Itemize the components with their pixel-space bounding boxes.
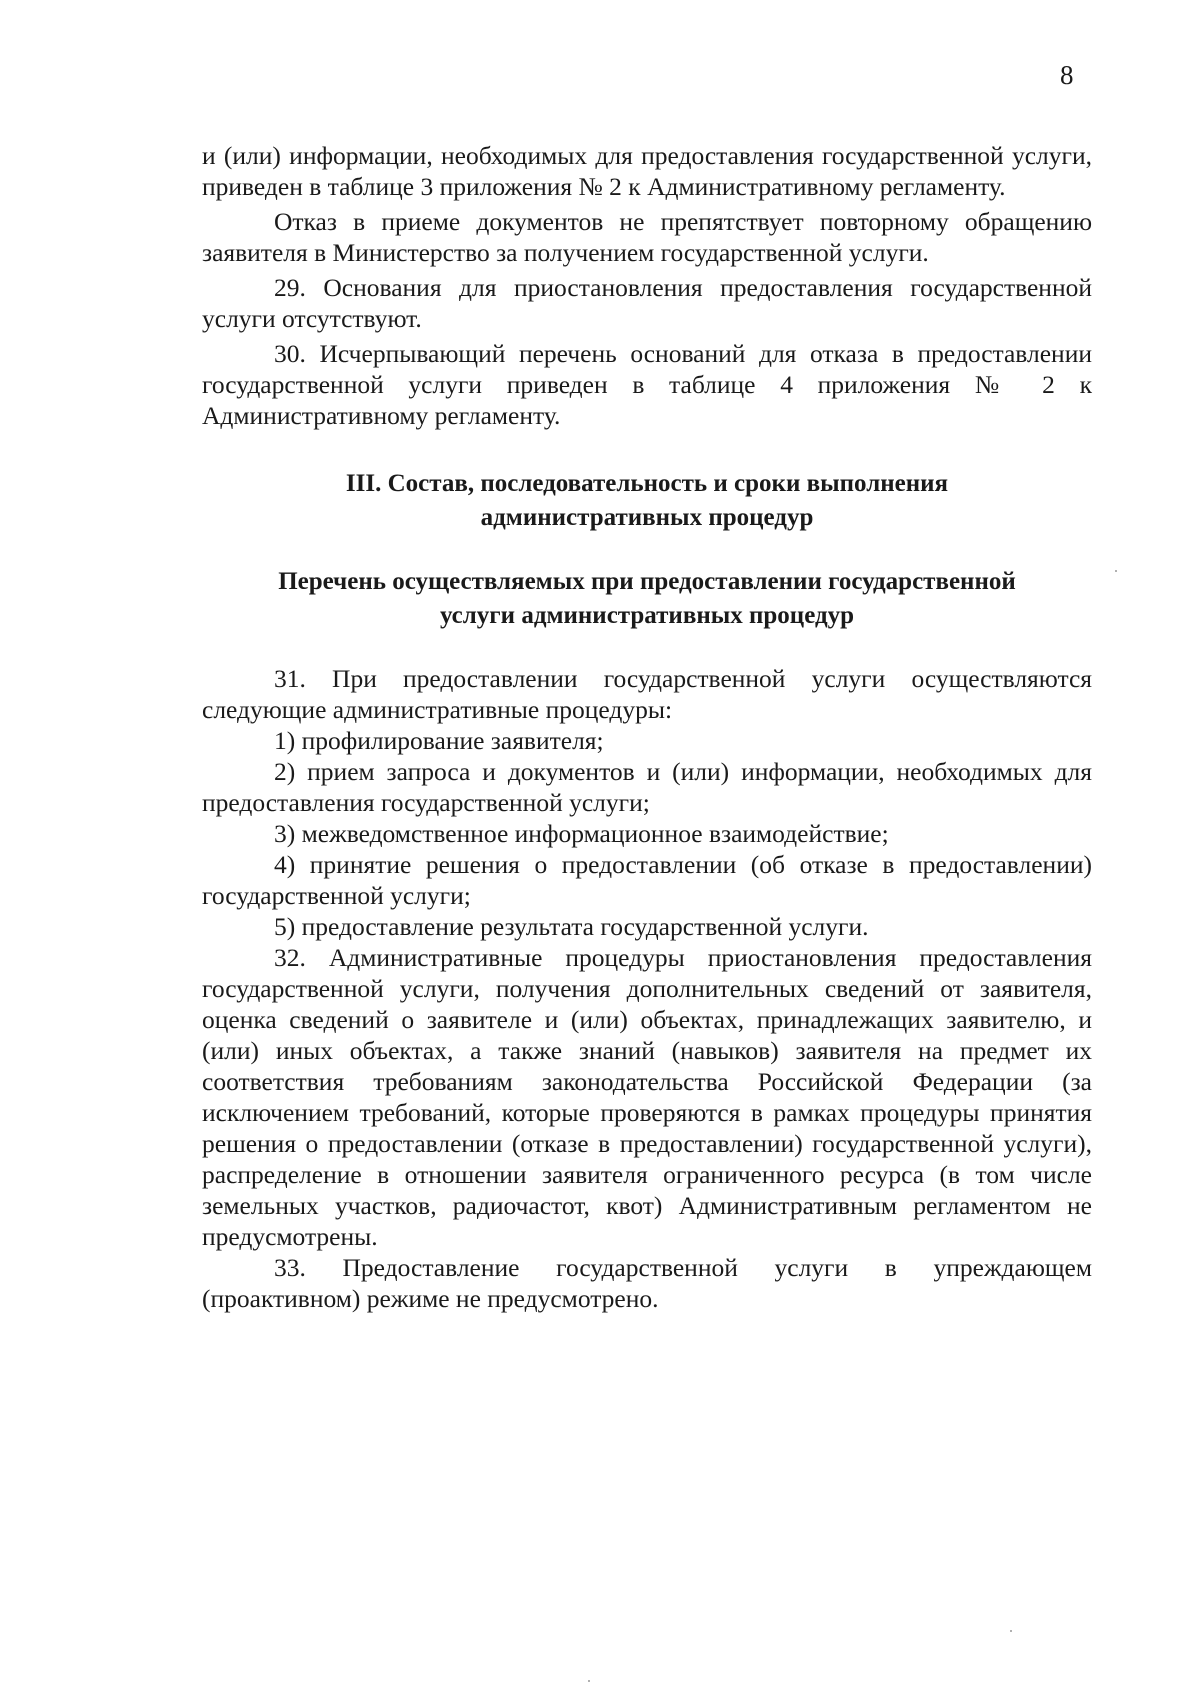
- paragraph-refusal: Отказ в приеме документов не препятствует повторному обращению заявителя в Министерство за получением государственной услуги.: [202, 207, 1092, 267]
- section-heading-line-1: III. Состав, последовательность и сроки выполнения: [345, 470, 949, 497]
- section-heading-line-2: административных процедур: [480, 504, 814, 531]
- paragraph-31: 31. При предоставлении государственной услуги осуществляются следующие административные процедуры:: [202, 664, 1092, 724]
- list-item-4: 4) принятие решения о предоставлении (об отказе в предоставлении) государственной услуги;: [202, 850, 1092, 910]
- list-item-1: 1) профилирование заявителя;: [274, 726, 604, 755]
- paragraph-32: 32. Административные процедуры приостановления предоставления государственной услуги, получения дополнительных сведений от заявителя, оценка сведений о заявителе и (или) объектах, принадлежащих заявителю, и (или) иных объектах, а также знаний (навыков) заявителя на предмет их соответствия требованиям законодательства Российской Федерации (за исключением требований, которые проверяются в рамках процедуры принятия решения о предоставлении (отказе в предоставлении) государственной услуги), распределение в отношении заявителя ограниченного ресурса (в том числе земельных участков, радиочастот, квот) Административным регламентом не предусмотрены.: [202, 943, 1092, 1251]
- scan-speck: [588, 1680, 590, 1682]
- list-item-2: 2) прием запроса и документов и (или) информации, необходимых для предоставления государственной услуги;: [202, 757, 1092, 817]
- paragraph-30: 30. Исчерпывающий перечень оснований для отказа в предоставлении государственной услуги приведен в таблице 4 приложения № 2 к Административному регламенту.: [202, 339, 1092, 430]
- subsection-heading-line-1: Перечень осуществляемых при предоставлении государственной: [278, 568, 1016, 595]
- page-number: 8: [1060, 60, 1074, 90]
- scan-speck: [1115, 570, 1117, 572]
- paragraph-29: 29. Основания для приостановления предоставления государственной услуги отсутствуют.: [202, 273, 1092, 333]
- document-body: [202, 140, 1092, 1314]
- paragraph-33: 33. Предоставление государственной услуги в упреждающем (проактивном) режиме не предусмотрено.: [202, 1253, 1092, 1313]
- subsection-heading-line-2: услуги административных процедур: [439, 602, 855, 629]
- list-item-3: 3) межведомственное информационное взаимодействие;: [274, 819, 889, 848]
- scan-speck: [1010, 1630, 1012, 1632]
- list-item-5: 5) предоставление результата государственной услуги.: [274, 912, 869, 941]
- paragraph-continuation: и (или) информации, необходимых для предоставления государственной услуги, приведен в таблице 3 приложения № 2 к Административному регламенту.: [202, 141, 1092, 201]
